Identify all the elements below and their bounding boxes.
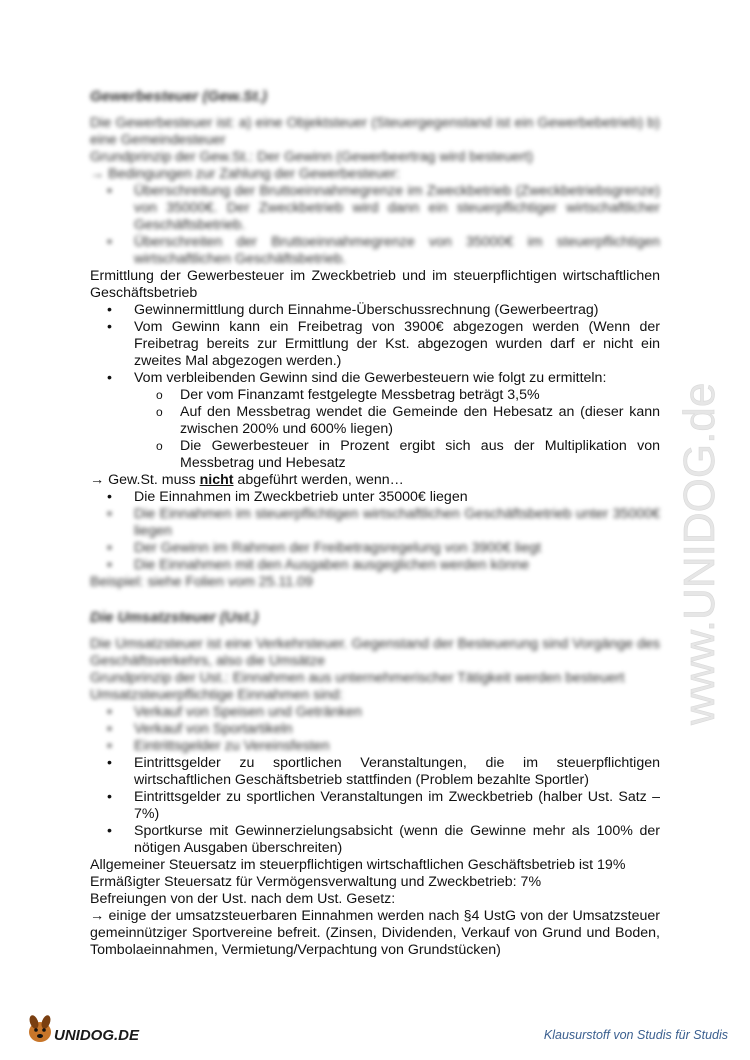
conditions-list — [90, 183, 660, 268]
list-item: • Vom Gewinn kann ein Freibetrag von 3900€ abgezogen werden (Wenn der Freibetrag bereits zur Ermittlung der Kst. abgezogen wurden darf er nicht ein zweites Mal abgezogen werden.) — [134, 319, 660, 370]
paragraph-ust-principle: Grundprinzip der Ust.: Einnahmen aus unternehmerischer Tätigkeit werden besteuert — [90, 670, 625, 686]
paragraph-ust-income-heading: Umsatzsteuerpflichtige Einnahmen sind: — [90, 687, 344, 703]
logo-text: UNIDOG.DE — [54, 1027, 140, 1044]
list-item: • Der Gewinn im Rahmen der Freibetragsregelung von 3900€ liegt — [134, 540, 660, 557]
list-item: • Eintrittsgelder zu Vereinsfesten — [134, 738, 660, 755]
emphasis-nicht: nicht — [199, 472, 234, 488]
not-list — [90, 489, 660, 506]
section-title-gewerbesteuer: Gewerbesteuer (Gew.St.) — [90, 88, 267, 105]
list-item: • Überschreitung der Bruttoeinnahmegrenze im Zweckbetrieb (Zweckbetriebsgrenze) von 35000€. Der Zweckbetrieb wird dann ein steuerpflichtiger wirtschaftlicher Geschäftsbetrieb. — [134, 183, 660, 234]
dog-logo-icon — [24, 1008, 154, 1048]
calc-list — [90, 302, 660, 472]
calc-sub-list — [134, 387, 660, 472]
list-item: • Die Einnahmen im steuerpflichtigen wirtschaftlichen Geschäftsbetrieb unter 35000€ liegen — [134, 506, 660, 540]
not-list-continued — [90, 506, 660, 574]
list-item: • Die Einnahmen mit den Ausgaben ausgeglichen werden könne — [134, 557, 660, 574]
paragraph-not-heading — [90, 472, 660, 489]
list-item — [134, 370, 660, 472]
paragraph-ust-intro: Die Umsatzsteuer ist eine Verkehrsteuer. Gegenstand der Besteuerung sind Vorgänge des Geschäftsverkehrs, also die Umsätze — [90, 636, 660, 669]
list-item: • Eintrittsgelder zu sportlichen Veranstaltungen im Zweckbetrieb (halber Ust. Satz – 7%) — [134, 789, 660, 823]
paragraph-rate-general: Allgemeiner Steuersatz im steuerpflichtigen wirtschaftlichen Geschäftsbetrieb ist 19% — [90, 857, 626, 873]
list-item-text: Vom verbleibenden Gewinn sind die Gewerbesteuern wie folgt zu ermitteln: — [134, 370, 607, 386]
list-item: • Sportkurse mit Gewinnerzielungsabsicht (wenn die Gewinne mehr als 100% der nötigen Ausgaben überschreiten) — [134, 823, 660, 857]
blurred-block-top — [90, 88, 660, 268]
ust-list — [90, 755, 660, 857]
footer-logo — [24, 1008, 154, 1048]
text-span: → Gew.St. muss — [90, 472, 200, 488]
text-span: abgeführt werden, wenn… — [233, 472, 404, 488]
blurred-block-middle — [90, 506, 660, 755]
list-item: • Überschreiten der Bruttoeinnahmegrenze von 35000€ im steuerpflichtigen wirtschaftlichen Geschäftsbetrieb. — [134, 234, 660, 268]
ust-list-blurred — [90, 704, 660, 755]
watermark — [672, 270, 732, 730]
list-item: • Die Einnahmen im Zweckbetrieb unter 35000€ liegen — [134, 489, 660, 506]
paragraph-exempt-text: → einige der umsatzsteuerbaren Einnahmen werden nach §4 UstG von der Umsatzsteuer gemeinnütziger Sportvereine befreit. (Zinsen, Dividenden, Verkauf von Grund und Boden, Tombolaeinnahmen, Vermietung/Verpachtung von Grundstücken) — [90, 908, 660, 958]
paragraph-exempt-heading: Befreiungen von der Ust. nach dem Ust. Gesetz: — [90, 891, 396, 907]
watermark-text: www.UNIDOG.de — [675, 382, 724, 725]
paragraph-conditions-heading: → Bedingungen zur Zahlung der Gewerbesteuer: — [90, 166, 400, 182]
list-item: • Verkauf von Speisen und Getränken — [134, 704, 660, 721]
document-body — [90, 88, 660, 959]
list-item: • Gewinnermittlung durch Einnahme-Überschussrechnung (Gewerbeertrag) — [134, 302, 660, 319]
list-item: • Verkauf von Sportartikeln — [134, 721, 660, 738]
sub-list-item: o Die Gewerbesteuer in Prozent ergibt sich aus der Multiplikation von Messbetrag und Hebesatz — [180, 438, 660, 472]
sub-list-item: o Der vom Finanzamt festgelegte Messbetrag beträgt 3,5% — [180, 387, 660, 404]
spacer — [90, 591, 660, 609]
paragraph-example: Beispiel: siehe Folien vom 25.11.09 — [90, 574, 313, 590]
footer-tagline: Klausurstoff von Studis für Studis — [543, 1028, 728, 1042]
section-title-umsatzsteuer: Die Umsatzsteuer (Ust.) — [90, 609, 259, 626]
sub-list-item: o Auf den Messbetrag wendet die Gemeinde den Hebesatz an (dieser kann zwischen 200% und 600% liegen) — [180, 404, 660, 438]
paragraph-rate-reduced: Ermäßigter Steuersatz für Vermögensverwaltung und Zweckbetrieb: 7% — [90, 874, 542, 890]
list-item: • Eintrittsgelder zu sportlichen Veranstaltungen, die im steuerpflichtigen wirtschaftlichen Geschäftsbetrieb stattfinden (Problem bezahlte Sportler) — [134, 755, 660, 789]
paragraph-principle: Grundprinzip der Gew.St.: Der Gewinn (Gewerbeertrag wird besteuert) — [90, 149, 534, 165]
paragraph-calc-heading: Ermittlung der Gewerbesteuer im Zweckbetrieb und im steuerpflichtigen wirtschaftlichen Geschäftsbetrieb — [90, 268, 660, 301]
paragraph-intro: Die Gewerbesteuer ist: a) eine Objektsteuer (Steuergegenstand ist ein Gewerbebetrieb) b) eine Gemeindesteuer — [90, 115, 660, 148]
